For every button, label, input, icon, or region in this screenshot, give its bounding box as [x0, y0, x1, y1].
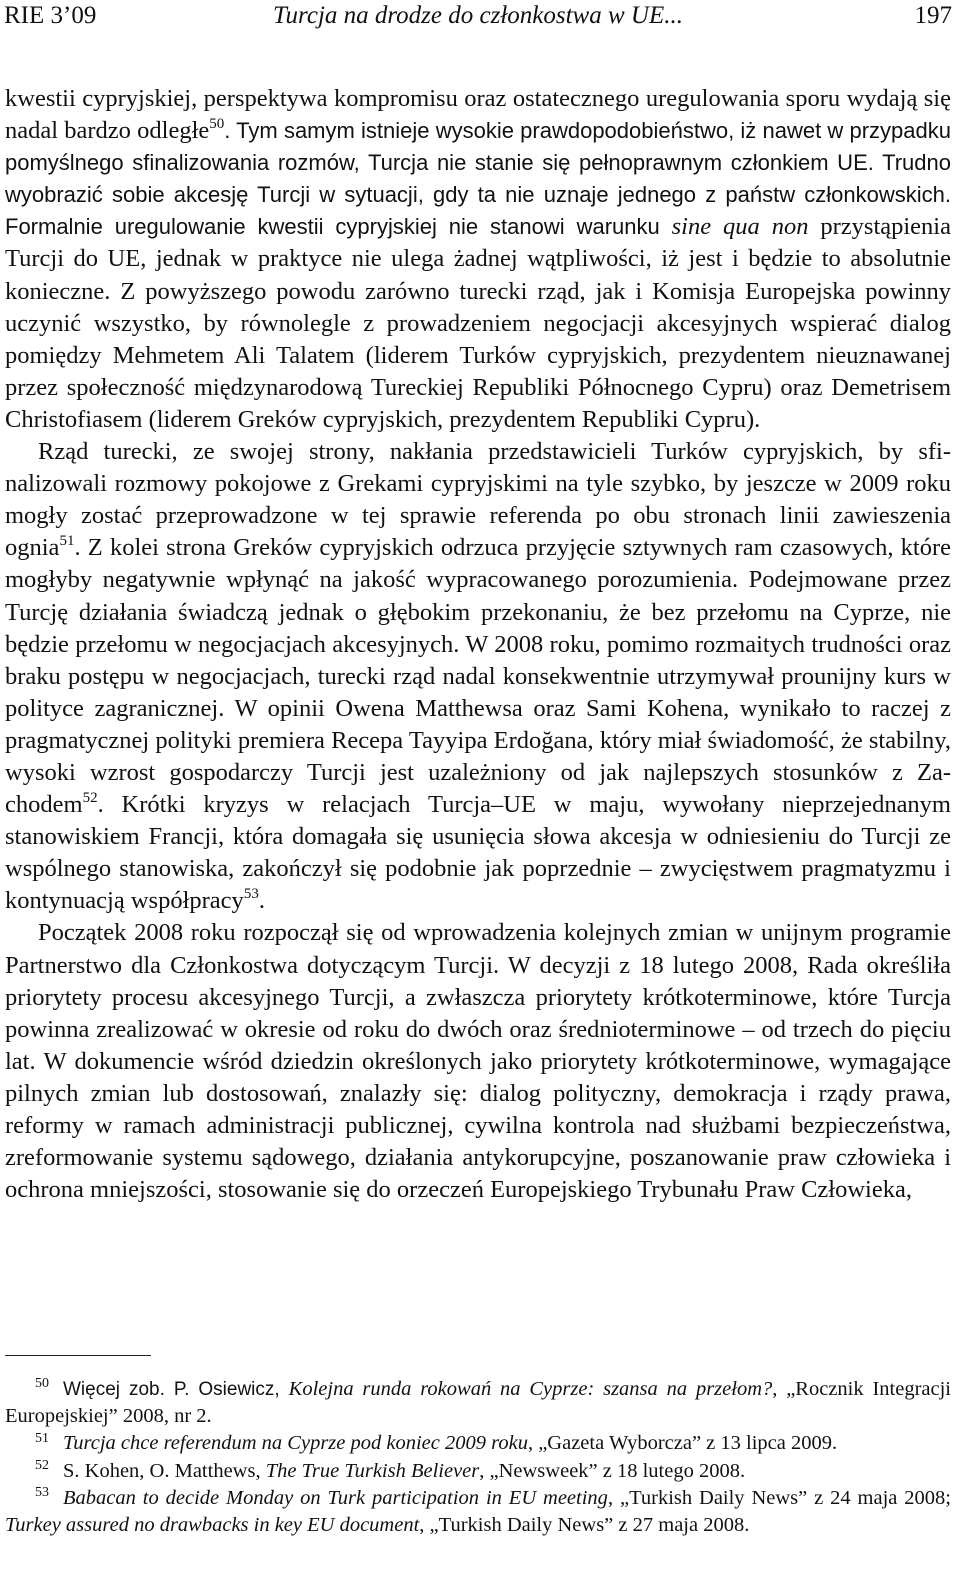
footnote-separator [5, 1355, 151, 1356]
body-text [5, 83, 951, 1206]
paragraph-1: kwestii cypryjskiej, perspektywa kompromisu oraz ostatecznego uregulowania sporu wydają się nadal bardzo odległe$^{50}$. Tym samym istnieje wysokie prawdopodobieństwo, iż nawet w przypadku pomyślnego sfinalizowania rozmów, Turcja nie stanie się pełnoprawnym członkiem UE. Trudno wyobrazić sobie akcesję Turcji w sytuacji, gdy ta nie uznaje jednego z państw członkowskich. Formalnie uregulowanie kwestii cypryjskiej nie stanowi warunku sine qua non przystąpienia Turcji do UE, jednak w praktyce nie ulega żadnej wątpliwości, iż jest i będzie to absolutnie konieczne. Z powyższego powodu zarówno turecki rząd, jak i Komisja Europejska powinny uczynić wszystko, by równolegle z prowadzeniem negocjacji akcesyjnych wspierać dialog pomiędzy Mehmetem Ali Talatem (liderem Turków cypryjskich, prezydentem nieuznawanej przez społeczność międzynarodową Tureckiej Republiki Północnego Cypru) oraz Demetrisem Christofiasem (liderem Greków cypryjskich, prezydentem Republiki Cypru). [5, 85, 951, 433]
footnote-ref-52[interactable]: 52 [82, 789, 98, 806]
paragraph-2: Rząd turecki, ze swojej strony, nakłania przedstawicieli Turków cypryjskich, by sfinalizowali rozmowy pokojowe z Grekami cypryjskimi na tyle szybko, by jeszcze w 2009 roku mogły zostać przeprowadzone w tej sprawie referenda po obu stronach linii zawieszenia ognia$^{51}$. Z kolei strona Greków cypryjskich odrzuca przyjęcie sztywnych ram czasowych, które mogłyby negatywnie wpłynąć na jakość wypracowanego porozumienia. Podejmowane przez Turcję działania świadczą jednak o głębokim przekonaniu, że bez przełomu na Cyprze, nie będzie przełomu w negocjacjach akcesyjnych. W 2008 roku, pomimo rozmaitych trudności oraz braku postępu w negocjacjach, turecki rząd nadal konsekwentnie utrzymywał prounijny kurs w polityce zagranicznej. W opinii Owena Matthewsa oraz Sami Kohena, wynikało to raczej z pragmatycznej polityki premiera Recepa Tayyipa Erdoğana, który miał świadomość, że stabilny, wysoki wzrost gospodarczy Turcji jest uzależniony od jak najlepszych stosunków z Zachodem$^{52}$. Krótki kryzys w relacjach Turcja–UE w maju, wywołany nieprzejednanym stanowiskiem Francji, która domagała się usunięcia słowa akcesja w odniesieniu do Turcji ze wspólnego stanowiska, zakończył się podobnie jak poprzednie – zwycięstwem pragmatyzmu i kontynuacją współpracy$^{53}$. [5, 438, 951, 915]
footnote-ref-51[interactable]: 51 [59, 533, 75, 550]
footnote-53: 53 Babacan to decide Monday on Turk participation in EU meeting, „Turkish Daily News” z 24 maja 2008; Turkey assured no drawbacks in key EU document, „Turkish Daily News” z 27 maja 2008. [5, 1484, 951, 1537]
footnote-ref-53[interactable]: 53 [243, 886, 259, 903]
running-title: Turcja na drodze do członkostwa w UE... [273, 2, 683, 29]
footnote-52: 52 S. Kohen, O. Matthews, The True Turkish Believer, „Newsweek” z 18 lutego 2008. [35, 1457, 746, 1482]
footnote-ref-50[interactable]: 50 [209, 115, 225, 132]
page-number: 197 [914, 2, 952, 29]
paragraph-3: Początek 2008 roku rozpoczął się od wprowadzenia kolejnych zmian w unijnym programie Partnerstwo dla Członkostwa dotyczącym Turcji. W decyzji z 18 lutego 2008, Rada określiła priorytety procesu akcesyjnego Turcji, a zwłaszcza priorytety krótkoterminowe, które Turcja powinna zrealizować w okresie od roku do dwóch oraz średnioterminowe – od trzech do pięciu lat. W dokumencie wśród dziedzin określonych jako priorytety krótkoterminowe, wymagające pilnych zmian lub dostosowań, znalazły się: dialog polityczny, demokracja i rządy prawa, reformy w ramach administracji publicznej, cywilna kontrola nad służbami bezpieczeństwa, zreformowanie systemu sądowego, działania antykorupcyjne, poszanowanie praw człowieka i ochrona mniejszości, stosowanie się do orzeczeń Europejskiego Trybunału Praw Człowieka, [5, 919, 951, 1204]
footnote-50: 50 Więcej zob. P. Osiewicz, Kolejna runda rokowań na Cyprze: szansa na przełom?, „Rocznik Integracji Europejskiej” 2008, nr 2. [5, 1376, 951, 1428]
footnote-51: 51 Turcja chce referendum na Cyprze pod koniec 2009 roku, „Gazeta Wyborcza” z 13 lipca 2009. [35, 1430, 838, 1455]
footnotes [5, 1376, 951, 1539]
journal-name: RIE 3’09 [4, 2, 97, 29]
page-header [4, 0, 952, 34]
